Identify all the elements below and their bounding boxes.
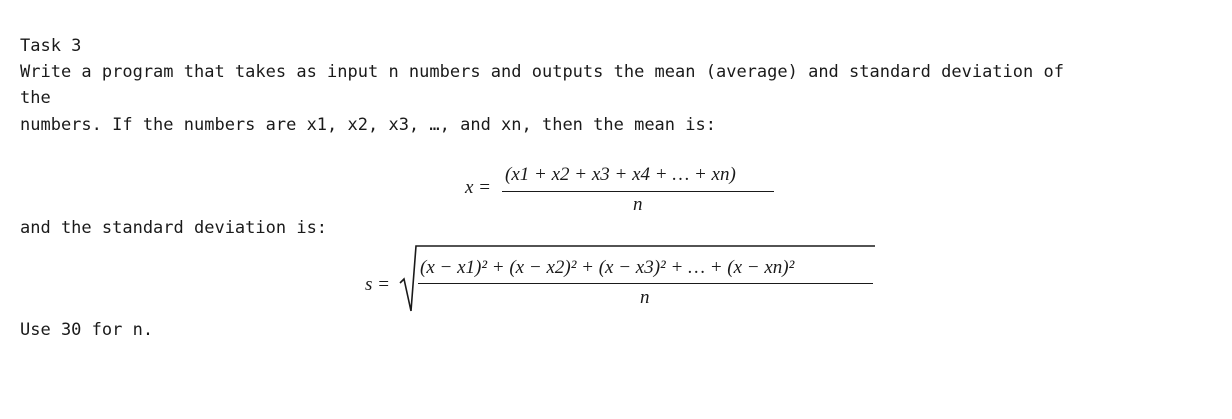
mean-fraction-bar	[502, 191, 774, 192]
task-description-line-1: Write a program that takes as input n numbers and outputs the mean (average) and standard deviation of	[20, 62, 1064, 82]
mean-formula-numerator	[505, 164, 736, 186]
mean-formula-lhs	[465, 177, 491, 199]
task-description-line-3: numbers. If the numbers are x1, x2, x3, …, and xn, then the mean is:	[20, 115, 716, 135]
sd-formula-denominator	[640, 287, 650, 309]
sd-formula-denominator-text: n	[640, 287, 650, 308]
sd-formula-numerator-text: (x − x1)² + (x − x2)² + (x − x3)² + … + (x − xn)²	[420, 257, 795, 278]
task-title: Task 3	[20, 36, 82, 56]
mean-formula-denominator-text: n	[633, 194, 643, 215]
square-root-sign	[398, 243, 876, 315]
sd-formula-numerator	[420, 257, 794, 279]
sd-formula-lhs-text: s =	[365, 274, 390, 295]
sd-intro-text: and the standard deviation is:	[20, 218, 328, 238]
mean-formula-numerator-text: (x1 + x2 + x3 + x4 + … + xn)	[505, 164, 736, 185]
use-n-instruction: Use 30 for n.	[20, 320, 154, 340]
sd-fraction-bar	[418, 283, 873, 284]
mean-formula-denominator	[633, 194, 643, 216]
mean-formula-lhs-text: x =	[465, 177, 492, 198]
task-description-line-2: the	[20, 88, 51, 108]
sd-formula-lhs	[365, 274, 390, 296]
